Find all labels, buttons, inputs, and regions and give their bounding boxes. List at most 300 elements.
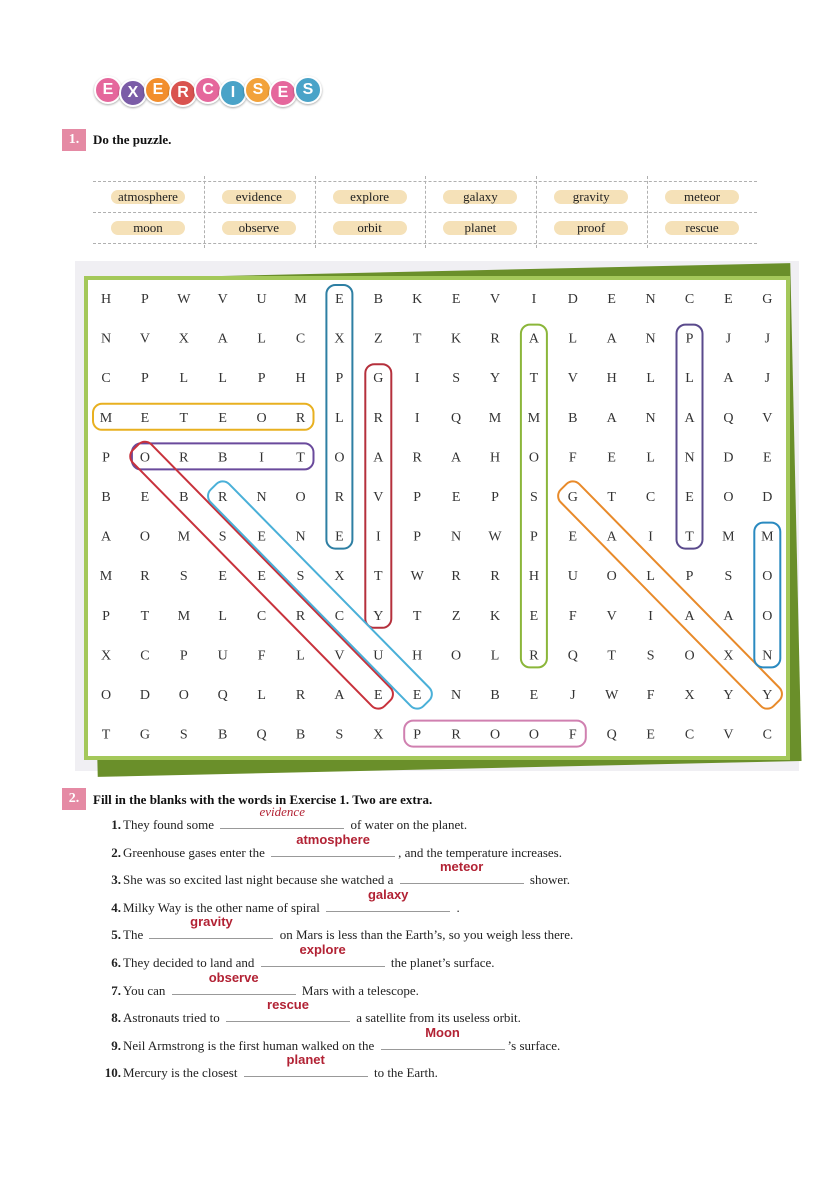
grid-letter: I [414, 410, 420, 426]
highlight-galaxy [554, 478, 785, 713]
grid-letter: M [99, 569, 113, 585]
grid-letter: S [179, 569, 188, 585]
grid-letter: A [606, 331, 617, 347]
answer-blank[interactable] [220, 804, 344, 829]
grid-letter: V [606, 608, 617, 624]
grid-letter: G [139, 727, 150, 743]
word-bank-item: proof [536, 213, 646, 243]
item-text-before: Milky Way is the other name of spiral [123, 899, 324, 915]
grid-letter: T [529, 371, 539, 387]
grid-letter: B [218, 727, 228, 743]
grid-letter: I [648, 608, 653, 624]
grid-letter: E [529, 688, 539, 703]
grid-letter: P [179, 648, 188, 664]
grid-letter: P [102, 608, 110, 624]
item-number: 9. [111, 1037, 121, 1053]
grid-letter: Y [489, 371, 501, 387]
item-text-after: the planet’s surface. [387, 955, 495, 970]
item-text-after: shower. [526, 872, 570, 888]
answer-text: rescue [267, 997, 309, 1013]
grid-letter: R [179, 450, 189, 466]
grid-letter: F [646, 688, 655, 703]
grid-letter: E [529, 608, 539, 624]
grid-letter: D [762, 490, 773, 505]
exercise-1-title: Do the puzzle. [93, 132, 172, 147]
grid-letter: L [646, 371, 655, 387]
answer-text: planet [286, 1052, 325, 1068]
logo-letter: I [219, 79, 247, 107]
grid-letter: U [256, 292, 267, 307]
grid-letter: N [451, 529, 462, 545]
answer-blank[interactable] [381, 1024, 505, 1050]
item-number: 7. [111, 982, 121, 998]
item-text-after: to the Earth. [370, 1065, 438, 1081]
grid-letter: H [606, 371, 617, 387]
logo-letter: C [194, 76, 222, 104]
grid-letter: V [723, 727, 734, 743]
grid-letter: N [295, 529, 306, 545]
grid-letter: E [374, 688, 383, 703]
grid-letter: V [489, 292, 501, 307]
grid-letter: A [217, 331, 228, 347]
grid-letter: S [179, 727, 188, 743]
item-number: 10. [104, 1065, 121, 1081]
grid-letter: J [570, 688, 576, 703]
grid-letter: J [725, 331, 732, 347]
grid-letter: V [217, 292, 228, 307]
word-bank-item: gravity [536, 182, 646, 212]
grid-letter: C [295, 331, 306, 347]
item-text-after: . [453, 899, 460, 915]
answer-text: meteor [439, 859, 484, 875]
grid-letter: S [530, 490, 538, 505]
answer-text: evidence [259, 804, 305, 819]
grid-letter: F [568, 727, 577, 743]
grid-letter: K [489, 608, 501, 624]
item-text-after: Mars with a telescope. [298, 982, 419, 998]
grid-letter: E [335, 292, 344, 307]
item-text-before: Mercury is the closest [123, 1065, 241, 1081]
grid-letter: B [218, 450, 228, 466]
grid-letter: V [373, 490, 384, 505]
grid-letter: R [373, 410, 383, 426]
grid-letter: V [762, 410, 773, 426]
grid-letter: B [373, 292, 383, 307]
grid-letter: O [256, 410, 267, 426]
grid-letter: N [100, 331, 112, 347]
grid-letter: V [139, 331, 150, 347]
grid-letter: Q [723, 410, 734, 426]
item-number: 8. [111, 1010, 121, 1026]
grid-letter: F [568, 450, 577, 466]
grid-letter: O [489, 727, 501, 743]
grid-letter: X [723, 648, 734, 664]
grid-letter: S [724, 569, 733, 585]
grid-letter: O [762, 608, 773, 624]
word-bank-item: explore [315, 182, 425, 212]
grid-letter: Y [373, 608, 384, 624]
grid-letter: M [294, 292, 307, 307]
answer-text: Moon [425, 1024, 460, 1040]
grid-letter: O [762, 569, 773, 585]
grid-letter: P [685, 569, 694, 585]
grid-letter: B [568, 410, 578, 426]
grid-letter: T [685, 529, 694, 545]
grid-letter: A [606, 529, 617, 545]
grid-letter: L [646, 450, 655, 466]
grid-letter: E [568, 529, 578, 545]
grid-letter: O [139, 529, 150, 545]
grid-letter: G [567, 490, 578, 505]
grid-letter: A [100, 529, 112, 545]
answer-text: explore [299, 942, 346, 957]
grid-letter: U [373, 648, 384, 664]
answer-text: galaxy [367, 886, 409, 902]
grid-letter: Q [217, 688, 228, 703]
grid-letter: I [375, 529, 381, 545]
grid-letter: C [684, 292, 695, 307]
item-text-before: She was so excited last night because she watched a [123, 872, 397, 888]
grid-letter: O [295, 490, 306, 505]
grid-letter: H [489, 450, 501, 466]
grid-letter: A [684, 410, 695, 426]
logo-letter: E [94, 76, 122, 104]
grid-letter: E [218, 410, 227, 426]
grid-letter: Q [567, 648, 578, 664]
grid-letter: L [218, 371, 227, 387]
grid-letter: N [256, 490, 267, 505]
grid-letter: S [646, 648, 655, 664]
grid-letter: R [490, 331, 500, 347]
grid-letter: C [762, 727, 772, 743]
grid-letter: T [101, 727, 111, 743]
grid-letter: H [528, 569, 539, 585]
grid-letter: R [451, 569, 461, 585]
grid-letter: H [412, 648, 423, 664]
exercise-2-title: Fill in the blanks with the words in Exercise 1. Two are extra. [93, 792, 433, 807]
grid-letter: Q [606, 727, 617, 743]
grid-letter: W [410, 569, 424, 585]
grid-letter: E [335, 529, 344, 545]
grid-letter: A [334, 688, 345, 703]
grid-letter: N [645, 331, 656, 347]
word-search-puzzle [84, 276, 790, 760]
grid-letter: X [684, 688, 695, 703]
grid-letter: L [218, 608, 227, 624]
word-bank-item: orbit [315, 213, 425, 243]
logo-letter: E [144, 76, 172, 104]
word-bank [93, 176, 757, 248]
grid-letter: L [257, 688, 266, 703]
word-search-grid [88, 280, 786, 756]
grid-letter: H [100, 292, 112, 307]
grid-letter: O [723, 490, 734, 505]
grid-letter: O [139, 450, 150, 466]
grid-letter: N [684, 450, 695, 466]
grid-letter: U [217, 648, 228, 664]
grid-letter: S [452, 371, 460, 387]
word-bank-item: rescue [647, 213, 757, 243]
grid-letter: O [684, 648, 695, 664]
answer-blank[interactable] [271, 831, 395, 857]
grid-letter: R [140, 569, 150, 585]
grid-letter: A [723, 371, 734, 387]
grid-letter: D [567, 292, 578, 307]
item-text-before: They decided to land and [123, 955, 258, 970]
grid-letter: R [451, 727, 461, 743]
logo-letter: E [269, 79, 297, 107]
grid-letter: S [335, 727, 344, 743]
grid-letter: Z [374, 331, 383, 347]
grid-letter: B [295, 727, 306, 743]
grid-letter: X [100, 648, 112, 664]
answer-blank[interactable] [172, 969, 296, 995]
logo-letter: S [294, 76, 322, 104]
highlight-meteor [93, 404, 314, 430]
grid-letter: C [684, 727, 695, 743]
answer-blank[interactable] [261, 942, 385, 967]
grid-letter: E [763, 450, 772, 466]
grid-letter: B [179, 490, 189, 505]
grid-letter: T [607, 490, 616, 505]
grid-letter: A [723, 608, 734, 624]
grid-letter: N [762, 648, 773, 664]
grid-letter: O [178, 688, 189, 703]
grid-letter: M [99, 410, 113, 426]
grid-letter: X [334, 569, 345, 585]
grid-letter: T [412, 608, 422, 624]
grid-letter: Y [762, 688, 773, 703]
grid-letter: E [257, 569, 266, 585]
grid-letter: F [568, 608, 577, 624]
item-text-before: Greenhouse gases enter the [123, 844, 269, 860]
grid-letter: L [257, 331, 266, 347]
logo-letter: R [169, 79, 197, 107]
grid-letter: E [412, 688, 422, 703]
grid-letter: R [334, 490, 345, 505]
answer-blank[interactable] [149, 914, 273, 939]
grid-letter: B [490, 688, 500, 703]
grid-letter: C [645, 490, 656, 505]
grid-letter: E [451, 490, 461, 505]
grid-letter: Q [256, 727, 267, 743]
grid-letter: B [101, 490, 111, 505]
answer-text: atmosphere [296, 831, 370, 847]
item-number: 6. [111, 955, 121, 970]
grid-letter: T [296, 450, 305, 466]
grid-letter: V [567, 371, 578, 387]
grid-letter: I [648, 529, 653, 545]
highlight-planet [677, 325, 703, 549]
answer-blank[interactable] [326, 886, 450, 912]
item-text-before: Astronauts tried to [123, 1010, 224, 1026]
grid-letter: P [102, 450, 110, 466]
grid-letter: X [178, 331, 189, 347]
grid-letter: E [257, 529, 266, 545]
grid-letter: D [723, 450, 734, 466]
grid-letter: P [335, 371, 344, 387]
grid-letter: E [218, 569, 227, 585]
grid-letter: P [141, 371, 149, 387]
grid-letter: L [490, 648, 500, 664]
grid-letter: P [141, 292, 149, 307]
grid-letter: W [488, 529, 502, 545]
grid-letter: C [140, 648, 150, 664]
grid-letter: C [256, 608, 267, 624]
fill-in-item [94, 1052, 438, 1082]
grid-letter: S [218, 529, 227, 545]
grid-letter: G [762, 292, 773, 307]
grid-letter: F [257, 648, 266, 664]
item-number: 2. [111, 844, 121, 860]
exercise-2-number: 2. [62, 788, 86, 810]
item-number: 1. [111, 817, 121, 832]
item-text-before: You can [123, 982, 169, 998]
grid-letter: I [259, 450, 264, 466]
grid-letter: C [101, 371, 111, 387]
item-text-before: The [123, 927, 147, 943]
grid-letter: A [451, 450, 462, 466]
grid-letter: P [530, 529, 538, 545]
grid-letter: T [607, 648, 616, 664]
word-bank-item: evidence [204, 182, 314, 212]
item-text-before: Neil Armstrong is the first human walked on the [123, 1037, 378, 1053]
word-bank-item: atmosphere [93, 182, 203, 212]
grid-letter: V [334, 648, 345, 664]
grid-letter: N [451, 688, 462, 703]
item-text-after: , and the temperature increases. [398, 844, 562, 860]
grid-letter: N [645, 410, 656, 426]
grid-letter: T [374, 569, 383, 585]
grid-letter: E [451, 292, 461, 307]
grid-letter: M [527, 410, 541, 426]
grid-letter: G [373, 371, 384, 387]
grid-letter: R [295, 608, 306, 624]
grid-letter: E [646, 727, 655, 743]
grid-letter: R [295, 688, 306, 703]
grid-letter: E [685, 490, 694, 505]
grid-letter: M [722, 529, 735, 545]
grid-letter: P [413, 727, 422, 743]
word-bank-item: galaxy [425, 182, 535, 212]
grid-letter: E [607, 450, 616, 466]
logo-letter: X [119, 79, 147, 107]
exercises-logo [94, 76, 319, 104]
grid-letter: R [295, 410, 306, 426]
word-bank-item: observe [204, 213, 314, 243]
word-bank-item: meteor [647, 182, 757, 212]
grid-letter: E [140, 490, 150, 505]
grid-letter: P [685, 331, 694, 347]
grid-letter: P [491, 490, 499, 505]
answer-text: observe [208, 969, 259, 985]
item-text-after: of water on the planet. [347, 817, 468, 832]
grid-letter: A [373, 450, 384, 466]
grid-letter: Y [723, 688, 734, 703]
grid-letter: O [334, 450, 345, 466]
grid-letter: X [373, 727, 384, 743]
grid-letter: K [451, 331, 462, 347]
grid-letter: N [645, 292, 656, 307]
word-bank-item: moon [93, 213, 203, 243]
answer-blank[interactable] [226, 997, 350, 1022]
grid-letter: R [412, 450, 422, 466]
word-bank-item: planet [425, 213, 535, 243]
grid-letter: L [335, 410, 344, 426]
grid-letter: D [139, 688, 150, 703]
grid-letter: M [177, 608, 191, 624]
grid-letter: A [684, 608, 695, 624]
grid-letter: O [528, 450, 539, 466]
answer-blank[interactable] [400, 859, 524, 884]
grid-letter: E [607, 292, 616, 307]
grid-letter: K [412, 292, 423, 307]
grid-letter: Z [451, 608, 461, 624]
item-text-after: ’s surface. [507, 1037, 561, 1053]
grid-letter: A [528, 331, 539, 347]
item-number: 5. [111, 927, 121, 943]
grid-letter: P [413, 490, 422, 505]
item-text-after: a satellite from its useless orbit. [353, 1010, 521, 1026]
grid-letter: O [606, 569, 617, 585]
grid-letter: Q [451, 410, 462, 426]
grid-letter: E [140, 410, 150, 426]
grid-letter: J [764, 331, 771, 347]
grid-letter: W [177, 292, 191, 307]
grid-letter: T [412, 331, 422, 347]
answer-blank[interactable] [244, 1052, 368, 1077]
exercise-1-number: 1. [62, 129, 86, 151]
grid-letter: T [179, 410, 189, 426]
grid-letter: P [413, 529, 422, 545]
grid-letter: U [567, 569, 578, 585]
grid-letter: C [334, 608, 345, 624]
grid-letter: S [296, 569, 305, 585]
item-text-after: on Mars is less than the Earth’s, so you weigh less there. [276, 927, 574, 943]
grid-letter: O [528, 727, 539, 743]
grid-letter: L [646, 569, 655, 585]
item-number: 3. [111, 872, 121, 888]
highlight-rescue [204, 478, 435, 713]
grid-letter: J [764, 371, 771, 387]
grid-letter: W [605, 688, 619, 703]
grid-letter: I [531, 292, 537, 307]
grid-letter: O [100, 688, 112, 703]
grid-letter: M [177, 529, 191, 545]
grid-letter: L [179, 371, 189, 387]
grid-letter: E [724, 292, 733, 307]
grid-letter: R [218, 490, 228, 505]
grid-letter: L [685, 371, 694, 387]
logo-letter: S [244, 76, 272, 104]
grid-letter: M [761, 529, 774, 545]
grid-letter: T [140, 608, 150, 624]
grid-letter: A [606, 410, 617, 426]
grid-letter: R [490, 569, 500, 585]
grid-letter: O [451, 648, 462, 664]
item-number: 4. [111, 899, 121, 915]
grid-letter: L [568, 331, 578, 347]
grid-letter: R [529, 648, 539, 664]
grid-letter: H [295, 371, 306, 387]
item-text-before: They found some [123, 817, 218, 832]
grid-letter: I [414, 371, 420, 387]
grid-letter: P [257, 371, 266, 387]
answer-text: gravity [190, 914, 233, 930]
grid-letter: M [488, 410, 502, 426]
grid-letter: X [334, 331, 345, 347]
grid-letter: L [296, 648, 305, 664]
